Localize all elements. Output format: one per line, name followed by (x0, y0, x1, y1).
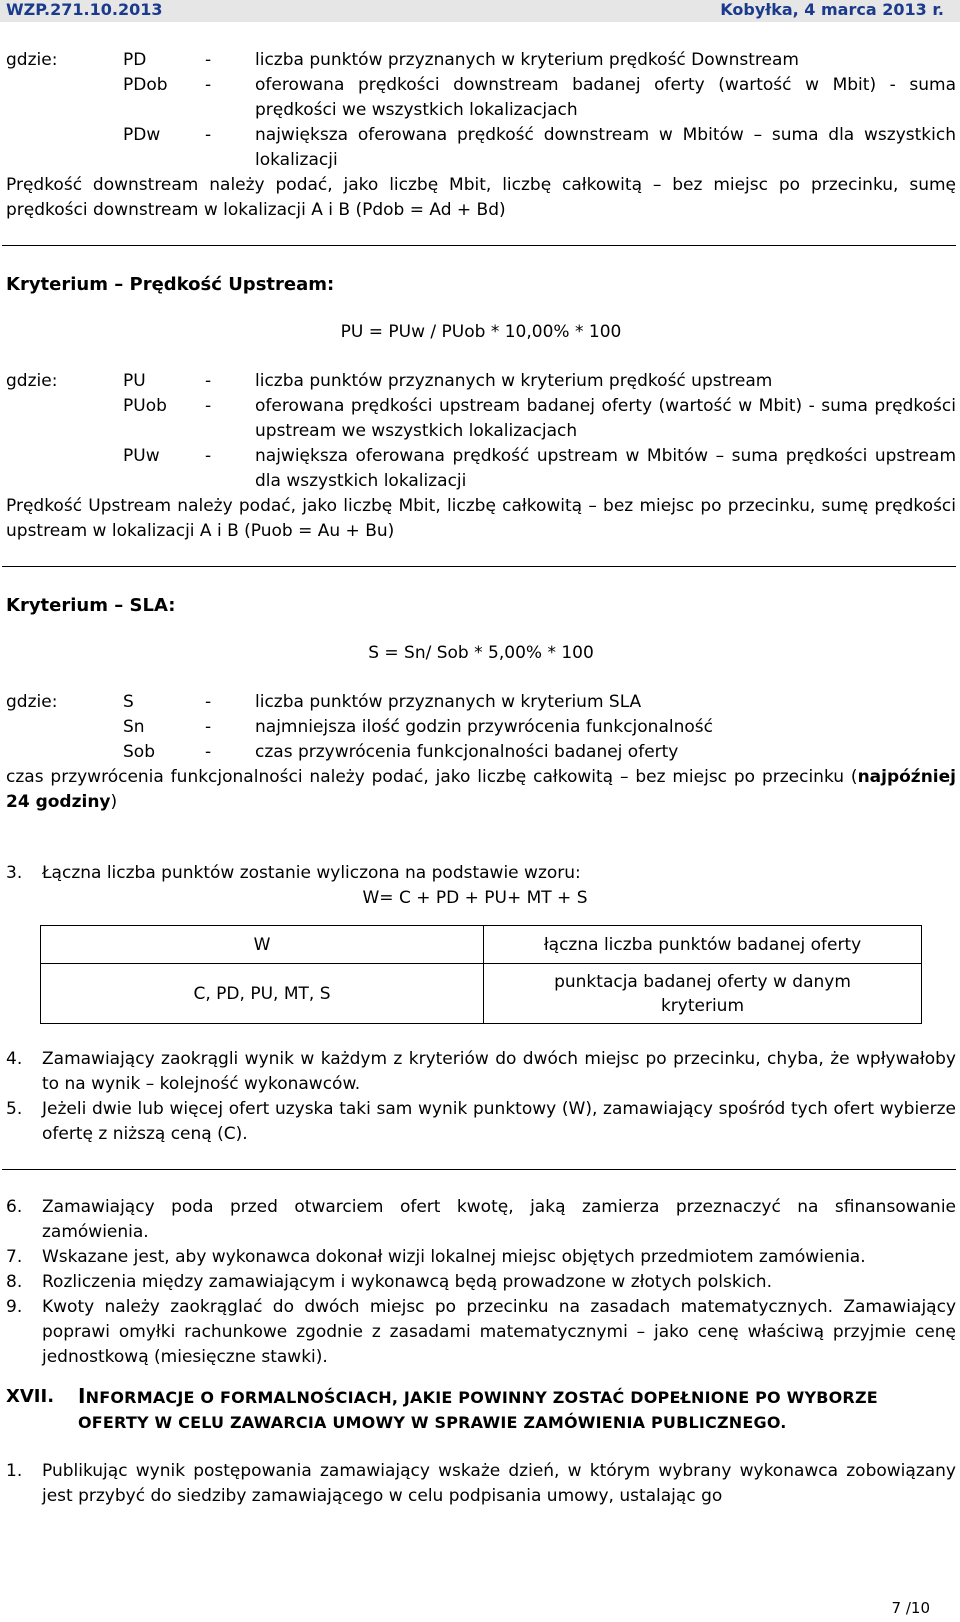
sla-heading: Kryterium – SLA: (6, 595, 176, 616)
upstream-heading: Kryterium – Prędkość Upstream: (6, 274, 335, 295)
definition-row (6, 715, 956, 740)
downstream-note: Prędkość downstream należy podać, jako liczbę Mbit, liczbę całkowitą – bez miejsc po przecinku, sumę prędkości downstream w lokalizacji A i B (Pdob = Ad + Bd) (6, 175, 956, 220)
definition-row (6, 369, 956, 394)
definition-row (6, 690, 956, 715)
sla-note-end: ) (110, 792, 118, 812)
table-row (41, 926, 922, 964)
list-item (6, 1245, 956, 1270)
dash: - (205, 446, 212, 466)
upstream-formula: PU = PUw / PUob * 10,00% * 100 (340, 322, 622, 342)
definition-row (6, 394, 956, 444)
item-number: 4. (6, 1049, 23, 1069)
item-text: Wskazane jest, aby wykonawca dokonał wizji lokalnej miejsc objętych przedmiotem zamówienia. (42, 1247, 866, 1267)
score-table (40, 925, 922, 1024)
symbol: PDw (123, 125, 161, 145)
section-title-line1: NFORMACJE O FORMALNOŚCIACH, JAKIE POWINNY ZOSTAĆ DOPEŁNIONE PO WYBORZE (85, 1388, 878, 1407)
item-number: 6. (6, 1197, 23, 1217)
symbol: PU (123, 371, 146, 391)
definition-row (6, 73, 956, 123)
section-title-initial: I (78, 1384, 86, 1408)
upstream-note: Prędkość Upstream należy podać, jako liczbę Mbit, liczbę całkowitą – bez miejsc po przecinku, sumę prędkości upstream w lokalizacji A i B (Puob = Au + Bu) (6, 496, 956, 541)
item-text: Rozliczenia między zamawiającym i wykonawcą będą prowadzone w złotych polskich. (42, 1272, 772, 1292)
header-bar (0, 0, 960, 22)
dash: - (205, 50, 212, 70)
gdzie-label (6, 444, 123, 494)
symbol: Sn (123, 717, 145, 737)
list-item (6, 1047, 956, 1097)
symbol: PD (123, 50, 147, 70)
gdzie-label (6, 715, 123, 740)
definition-text: liczba punktów przyznanych w kryterium prędkość Downstream (255, 50, 799, 70)
total-formula: W= C + PD + PU+ MT + S (362, 888, 588, 908)
gdzie-label: gdzie: (6, 371, 58, 391)
dash: - (205, 717, 212, 737)
list-item (6, 1295, 956, 1370)
symbol: PUw (123, 446, 160, 466)
dash: - (205, 75, 212, 95)
symbol: S (123, 692, 134, 712)
list-item (6, 1270, 956, 1295)
item-number: 8. (6, 1272, 23, 1292)
gdzie-label: gdzie: (6, 692, 58, 712)
symbol: PUob (123, 396, 167, 416)
document-reference: WZP.271.10.2013 (6, 0, 163, 19)
item-number: 7. (6, 1247, 23, 1267)
gdzie-label (6, 394, 123, 444)
list-item (6, 1097, 956, 1147)
definition-text: oferowana prędkości upstream badanej oferty (wartość w Mbit) - suma prędkości upstream we wszystkich lokalizacjach (255, 396, 956, 441)
gdzie-label: gdzie: (6, 50, 58, 70)
downstream-definitions (6, 48, 956, 173)
section-title (78, 1384, 956, 1435)
section-heading (6, 1384, 956, 1435)
table-cell: łączna liczba punktów badanej oferty (484, 926, 922, 964)
item-number: 3. (6, 863, 23, 883)
sla-note (6, 765, 956, 815)
table-cell: punktacja badanej oferty w danym kryterium (484, 964, 922, 1024)
dash: - (205, 742, 212, 762)
item-number: 5. (6, 1099, 23, 1119)
sla-formula: S = Sn/ Sob * 5,00% * 100 (368, 643, 594, 663)
upstream-definitions (6, 369, 956, 494)
table-cell: C, PD, PU, MT, S (41, 964, 484, 1024)
item-text: Zamawiający poda przed otwarciem ofert kwotę, jaką zamierza przeznaczyć na sfinansowanie zamówienia. (42, 1197, 956, 1242)
definition-row (6, 740, 956, 765)
item-text: Łączna liczba punktów zostanie wyliczona na podstawie wzoru: (42, 863, 581, 883)
item-text: Jeżeli dwie lub więcej ofert uzyska taki sam wynik punktowy (W), zamawiający spośród tych ofert wybierze ofertę z niższą ceną (C). (42, 1099, 956, 1144)
gdzie-label (6, 73, 123, 123)
dash: - (205, 371, 212, 391)
definition-text: czas przywrócenia funkcjonalności badanej oferty (255, 742, 679, 762)
item-number: 1. (6, 1461, 23, 1481)
item-text: Kwoty należy zaokrąglać do dwóch miejsc po przecinku na zasadach matematycznych. Zamawiający poprawi omyłki rachunkowe zgodnie z zasadami matematycznymi – jako cenę właściwą przyjmie cenę jednostkową (miesięczne stawki). (42, 1297, 956, 1367)
list-item (6, 861, 956, 886)
gdzie-label (6, 740, 123, 765)
item-text: Zamawiający zaokrągli wynik w każdym z kryteriów do dwóch miejsc po przecinku, chyba, że wpływałoby to na wynik – kolejność wykonawców. (42, 1049, 956, 1094)
section-number: XVII. (6, 1386, 55, 1407)
definition-text: największa oferowana prędkość upstream w Mbitów – suma prędkości upstream dla wszystkich lokalizacji (255, 446, 956, 491)
sla-definitions (6, 690, 956, 765)
definition-text: największa oferowana prędkość downstream w Mbitów – suma dla wszystkich lokalizacji (255, 125, 956, 170)
symbol: PDob (123, 75, 168, 95)
definition-text: najmniejsza ilość godzin przywrócenia funkcjonalność (255, 717, 713, 737)
list-item (6, 1459, 956, 1509)
section-title-line2: OFERTY W CELU ZAWARCIA UMOWY W SPRAWIE ZAMÓWIENIA PUBLICZNEGO. (78, 1413, 787, 1432)
dash: - (205, 125, 212, 145)
item-text: Publikując wynik postępowania zamawiający wskaże dzień, w którym wybrany wykonawca zobowiązany jest przybyć do siedziby zamawiającego w celu podpisania umowy, ustalając go (42, 1461, 956, 1506)
definition-row (6, 444, 956, 494)
document-date: Kobyłka, 4 marca 2013 r. (720, 0, 944, 19)
dash: - (205, 692, 212, 712)
definition-text: liczba punktów przyznanych w kryterium prędkość upstream (255, 371, 773, 391)
definition-row (6, 48, 956, 73)
definition-text: oferowana prędkości downstream badanej oferty (wartość w Mbit) - suma prędkości we wszystkich lokalizacjach (255, 75, 956, 120)
sla-note-text: czas przywrócenia funkcjonalności należy podać, jako liczbę całkowitą – bez miejsc po przecinku ( (6, 767, 858, 787)
symbol: Sob (123, 742, 155, 762)
sla-deadline: najpóźniej 24 godziny (6, 767, 956, 812)
item-number: 9. (6, 1297, 23, 1317)
dash: - (205, 396, 212, 416)
page-content (6, 48, 956, 1509)
list-item (6, 1195, 956, 1245)
page-number: 7 /10 (891, 1599, 930, 1617)
table-cell: W (41, 926, 484, 964)
table-row (41, 964, 922, 1024)
gdzie-label (6, 123, 123, 173)
definition-row (6, 123, 956, 173)
definition-text: liczba punktów przyznanych w kryterium SLA (255, 692, 642, 712)
